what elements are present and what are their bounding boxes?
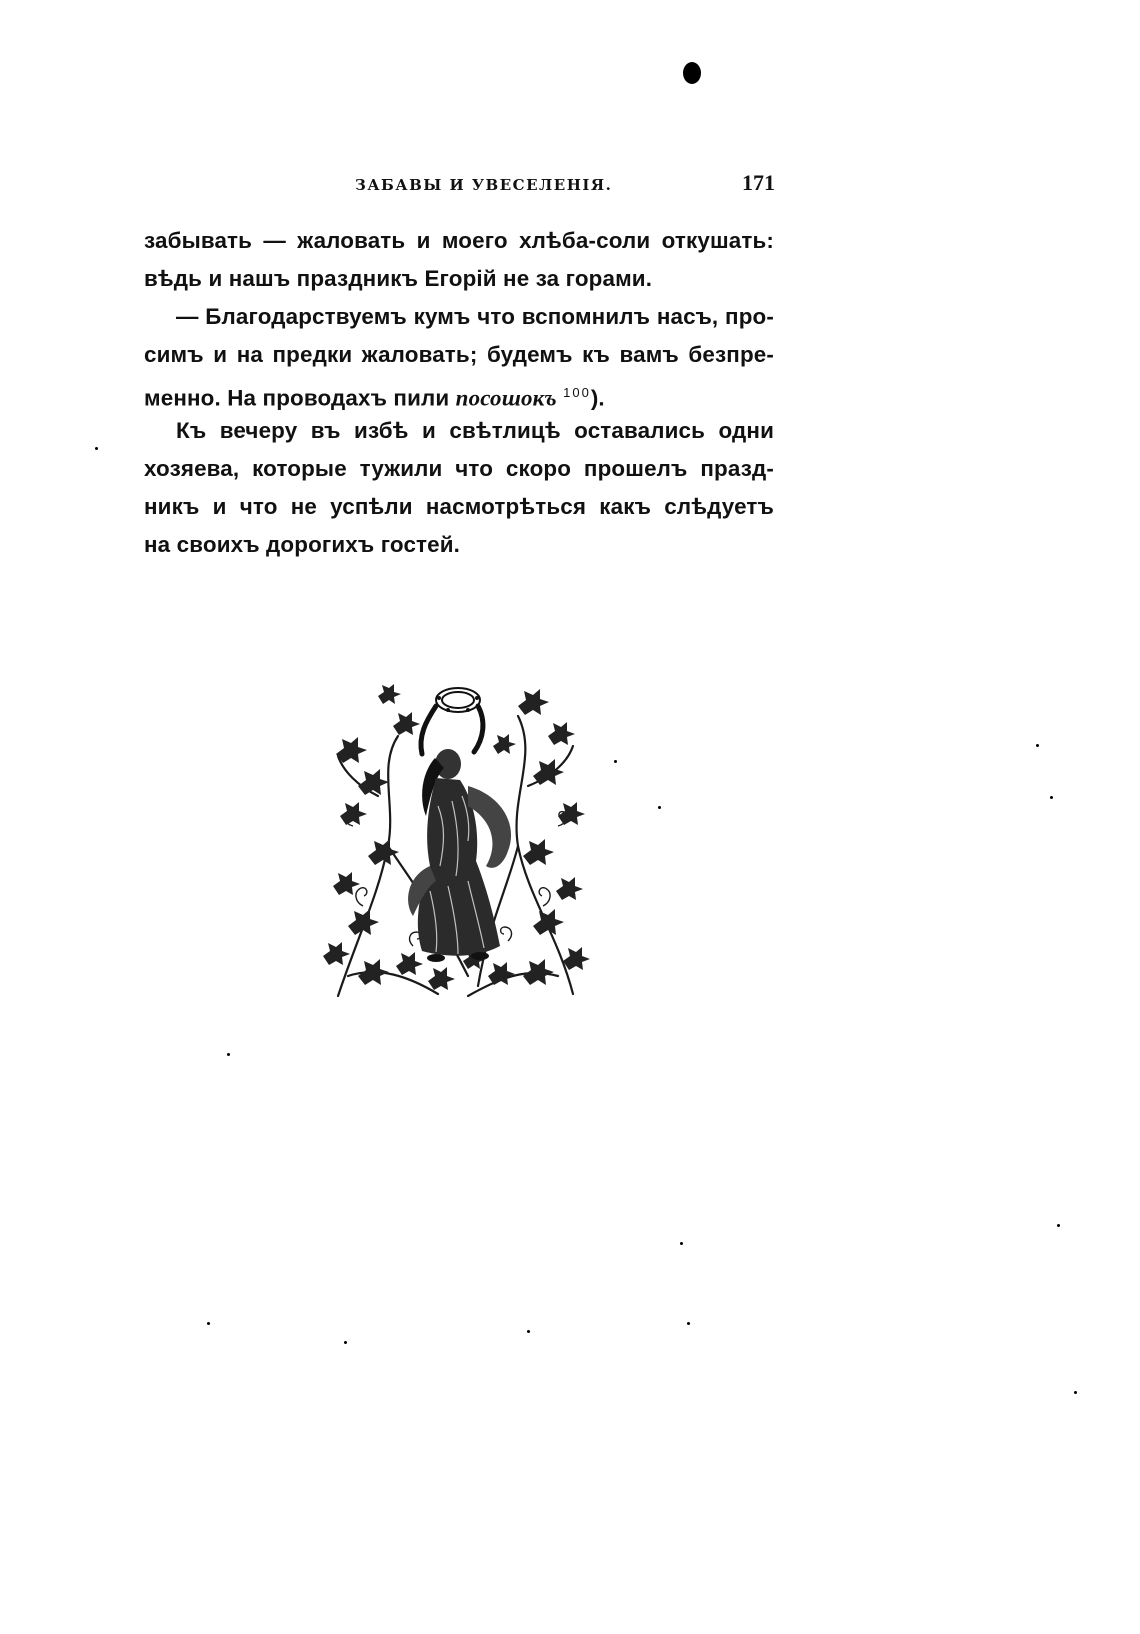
- italic-term: посошокъ: [455, 385, 557, 411]
- scan-speck: [95, 447, 98, 450]
- text-line: Къ вечеру въ избѣ и свѣтлицѣ оставались одни: [176, 418, 774, 443]
- text-fragment: менно. На проводахъ пили: [144, 385, 450, 411]
- text-line: на своихъ дорогихъ гостей.: [144, 532, 461, 557]
- scan-speck: [614, 760, 617, 763]
- text-line: никъ и что не успѣли насмотрѣться какъ слѣдуетъ: [144, 494, 774, 519]
- body-text: [144, 222, 774, 564]
- scan-speck: [680, 1242, 683, 1245]
- scan-speck: [207, 1322, 210, 1325]
- scan-speck: [527, 1330, 530, 1333]
- ink-blot: [683, 62, 701, 84]
- page-number: 171: [742, 170, 775, 195]
- scan-speck: [687, 1322, 690, 1325]
- text-line: симъ и на предки жаловать; будемъ къ вамъ безпре-: [144, 342, 774, 367]
- running-head: ЗАБАВЫ И УВЕСЕЛЕНІЯ.: [355, 176, 613, 194]
- scan-speck: [658, 806, 661, 809]
- scan-speck: [1057, 1224, 1060, 1227]
- text-line: хозяева, которые тужили что скоро прошелъ празд-: [144, 456, 774, 481]
- footnote-reference: 100: [563, 385, 591, 400]
- text-line-with-footnote: [144, 374, 774, 412]
- scan-speck: [1050, 796, 1053, 799]
- dancing-woman-with-tambourine-vignette-icon: [318, 676, 593, 1012]
- scan-speck: [344, 1341, 347, 1344]
- scan-speck: [1036, 744, 1039, 747]
- scan-speck: [1074, 1391, 1077, 1394]
- text-line: — Благодарствуемъ кумъ что вспомнилъ насъ, про-: [176, 304, 774, 329]
- closing-punctuation: ).: [590, 385, 605, 411]
- text-line: вѣдь и нашъ праздникъ Егорій не за горами.: [144, 266, 653, 291]
- text-line: забывать — жаловать и моего хлѣба-соли откушать:: [144, 228, 774, 253]
- scan-speck: [227, 1053, 230, 1056]
